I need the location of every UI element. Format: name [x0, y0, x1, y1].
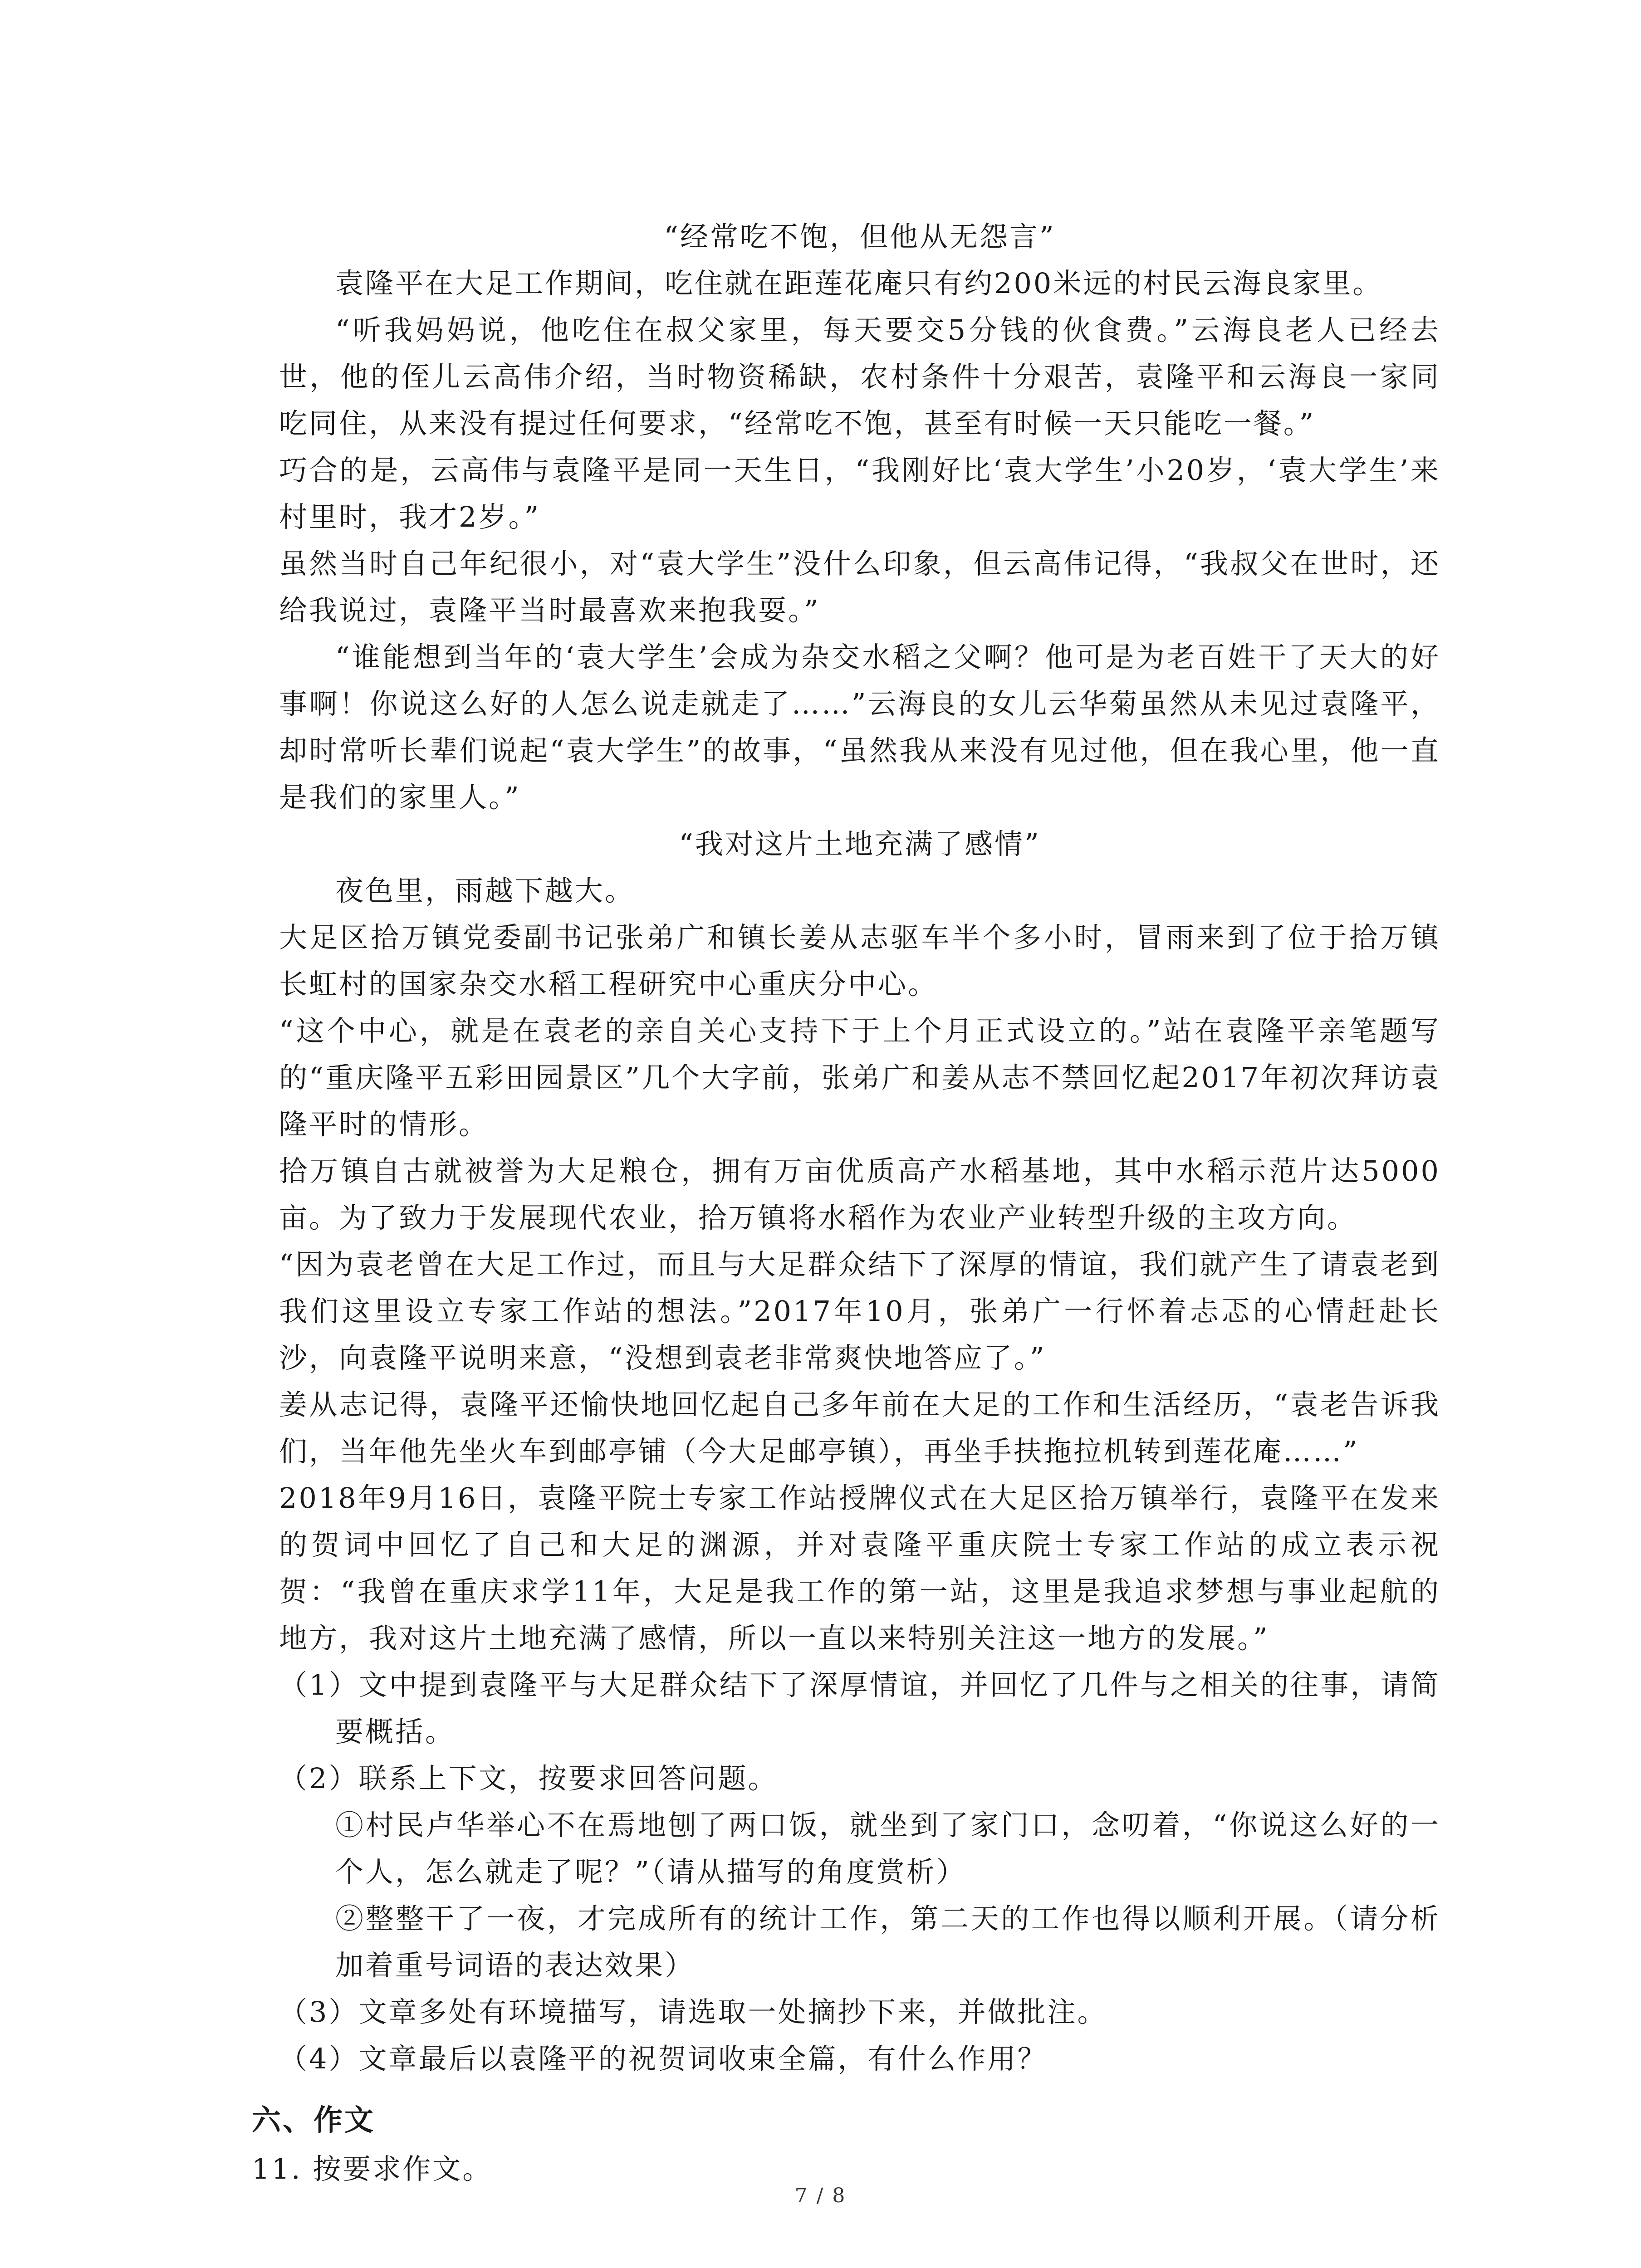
paragraph: 夜色里，雨越下越大。: [335, 874, 635, 907]
paragraph: 2018年9月16日，袁隆平院士专家工作站授牌仪式在大足区拾万镇举行，袁隆平在发来的贺词中回忆了自己和大足的渊源，并对袁隆平重庆院士专家工作站的成立表示祝贺：“我曾在重庆求学11年，大足是我工作的第一站，这里是我追求梦想与事业起航的地方，我对这片土地充满了感情，所以一直以来特别关注这一地方的发展。”: [279, 1481, 1440, 1655]
question-4: （4）文章最后以袁隆平的祝贺词收束全篇，有什么作用？: [279, 2042, 1048, 2075]
question-1: （1）文中提到袁隆平与大足群众结下了深厚情谊，并回忆了几件与之相关的往事，请简要概括。: [279, 1668, 1440, 1748]
paragraph: 袁隆平在大足工作期间，吃住就在距莲花庵只有约200米远的村民云海良家里。: [335, 267, 1383, 300]
paragraph: 拾万镇自古就被誉为大足粮仓，拥有万亩优质高产水稻基地，其中水稻示范片达5000亩。为了致力于发展现代农业，拾万镇将水稻作为农业产业转型升级的主攻方向。: [279, 1154, 1440, 1234]
question-2-item-a: ①村民卢华举心不在焉地刨了两口饭，就坐到了家门口，念叨着，“你说这么好的一个人，怎么就走了呢？”（请从描写的角度赏析）: [335, 1809, 1440, 1888]
paragraph: “因为袁老曾在大足工作过，而且与大足群众结下了深厚的情谊，我们就产生了请袁老到我们这里设立专家工作站的想法。”2017年10月，张弟广一行怀着忐忑的心情赶赴长沙，向袁隆平说明来意，“没想到袁老非常爽快地答应了。”: [279, 1248, 1440, 1374]
paragraph: 虽然当时自己年纪很小，对“袁大学生”没什么印象，但云高伟记得，“我叔父在世时，还给我说过，袁隆平当时最喜欢来抱我耍。”: [279, 547, 1440, 627]
section-heading-1: “经常吃不饱，但他从无怨言”: [664, 220, 1056, 253]
paragraph: “这个中心，就是在袁老的亲自关心支持下于上个月正式设立的。”站在袁隆平亲笔题写的“重庆隆平五彩田园景区”几个大字前，张弟广和姜从志不禁回忆起2017年初次拜访袁隆平时的情形。: [279, 1014, 1440, 1141]
paragraph: 大足区拾万镇党委副书记张弟广和镇长姜从志驱车半个多小时，冒雨来到了位于拾万镇长虹村的国家杂交水稻工程研究中心重庆分中心。: [279, 921, 1440, 1001]
question-2-item-b: ②整整干了一夜，才完成所有的统计工作，第二天的工作也得以顺利开展。（请分析加着重号词语的表达效果）: [335, 1902, 1440, 1982]
composition-task: 11. 按要求作文。: [252, 2152, 493, 2185]
composition-section-title: 六、作文: [252, 2104, 375, 2137]
section-heading-2: “我对这片土地充满了感情”: [679, 827, 1041, 860]
paragraph: 巧合的是，云高伟与袁隆平是同一天生日，“我刚好比‘袁大学生’小20岁，‘袁大学生’来村里时，我才2岁。”: [279, 454, 1440, 533]
paragraph: 姜从志记得，袁隆平还愉快地回忆起自己多年前在大足的工作和生活经历，“袁老告诉我们，当年他先坐火车到邮亭铺（今大足邮亭镇），再坐手扶拖拉机转到莲花庵……”: [279, 1388, 1440, 1468]
page-content: [252, 213, 1440, 2192]
question-2: （2）联系上下文，按要求回答问题。: [279, 1762, 778, 1795]
page-number: 7 / 8: [794, 2184, 847, 2207]
paragraph: “听我妈妈说，他吃住在叔父家里，每天要交5分钱的伙食费。”云海良老人已经去世，他的侄儿云高伟介绍，当时物资稀缺，农村条件十分艰苦，袁隆平和云海良一家同吃同住，从来没有提过任何要求，“经常吃不饱，甚至有时候一天只能吃一餐。”: [279, 313, 1440, 440]
paragraph: “谁能想到当年的‘袁大学生’会成为杂交水稻之父啊？他可是为老百姓干了天大的好事啊！你说这么好的人怎么说走就走了……”云海良的女儿云华菊虽然从未见过袁隆平，却时常听长辈们说起“袁大学生”的故事，“虽然我从来没有见过他，但在我心里，他一直是我们的家里人。”: [279, 640, 1440, 814]
question-3: （3）文章多处有环境描写，请选取一处摘抄下来，并做批注。: [279, 1995, 1107, 2028]
